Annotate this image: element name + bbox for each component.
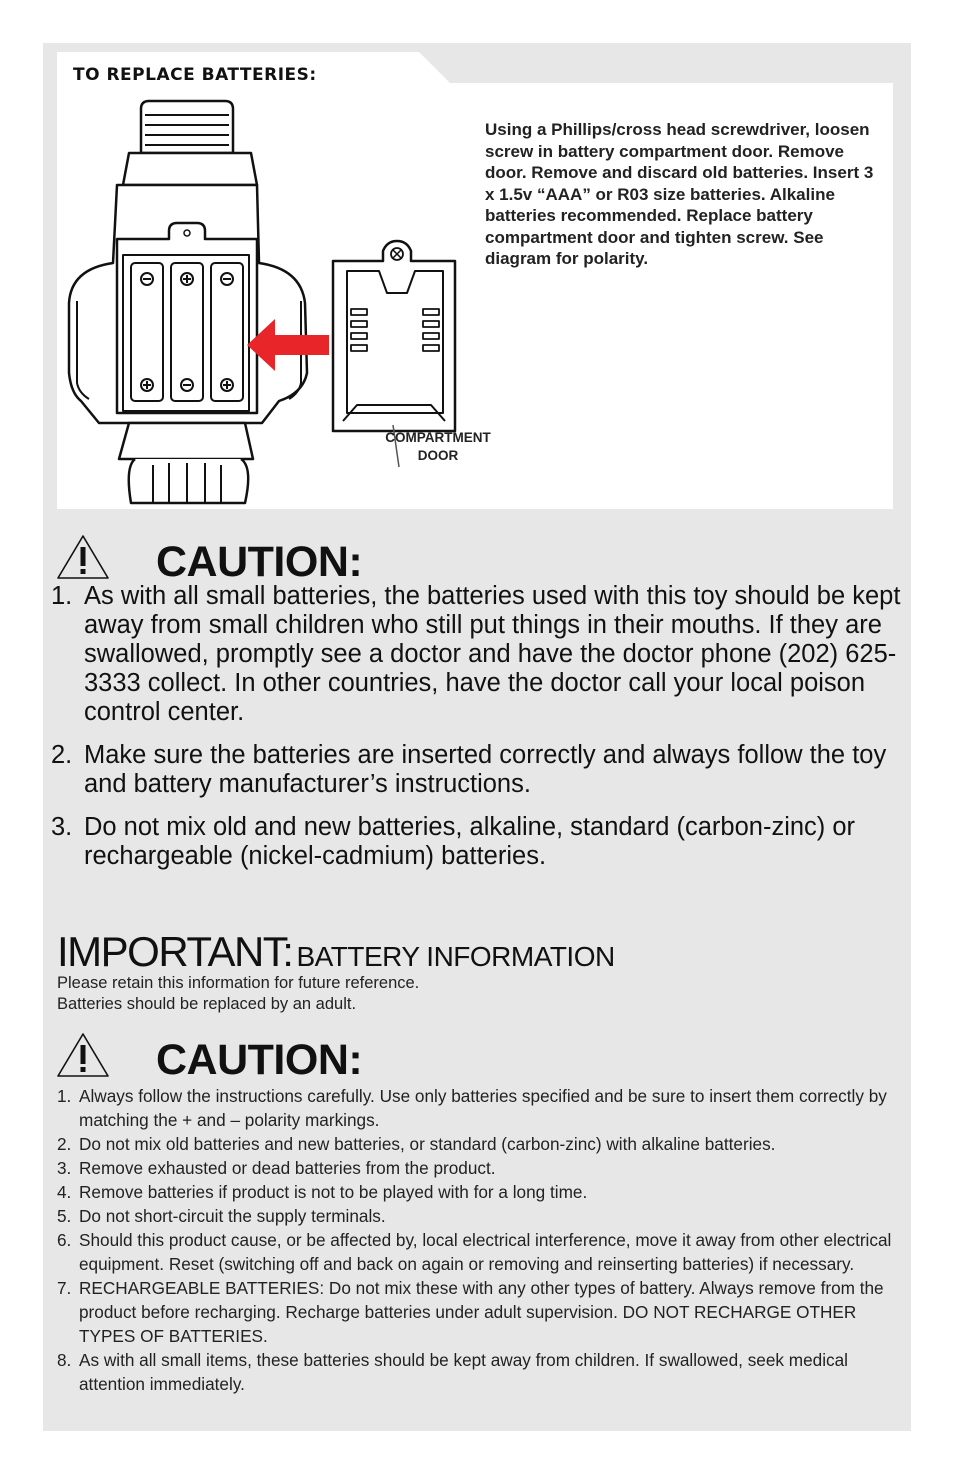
- list-item: 3. Do not mix old and new batteries, alkaline, standard (carbon-zinc) or rechargeable (nickel-cadmium) batteries.: [51, 813, 856, 870]
- caution-title-2: CAUTION:: [156, 1036, 363, 1084]
- battery-right: [211, 263, 243, 401]
- list-item: 4. Remove batteries if product is not to be played with for a long time.: [57, 1182, 588, 1202]
- list-item: 1. As with all small batteries, the batteries used with this toy should be kept away from small children who still put things in their mouths. If they are swallowed, promptly see a doctor and have the doctor phone (202) 625-3333 collect. In other countries, have the doctor call your local poison control center.: [51, 582, 901, 726]
- compartment-door: [333, 241, 455, 431]
- door-label-line2: DOOR: [417, 448, 459, 463]
- list-item: 1. Always follow the instructions carefully. Use only batteries specified and be sure to insert them correctly by matching the + and – polarity markings.: [57, 1086, 887, 1130]
- shaft: [119, 423, 253, 459]
- battery-middle: [171, 263, 203, 401]
- warning-triangle-icon: [55, 533, 111, 581]
- caution-list-2: [57, 1084, 907, 1396]
- handle-grip: [123, 101, 257, 185]
- list-item: 8. As with all small items, these batteries should be kept away from children. If swallowed, seek medical attention immediately.: [57, 1350, 848, 1394]
- instruction-sheet: [43, 43, 911, 1431]
- caution-list-1: [51, 582, 901, 885]
- important-subtitle: BATTERY INFORMATION: [296, 941, 615, 972]
- battery-instructions: Using a Phillips/cross head screwdriver, loosen screw in battery compartment door. Remove door. Remove and discard old batteries. Insert 3 x 1.5v “AAA” or R03 size batteries. Alkaline batteries recommended. Replace battery compartment door and tighten screw. See diagram for polarity.: [485, 120, 874, 268]
- list-item: 2. Do not mix old batteries and new batteries, or standard (carbon-zinc) with alkaline batteries.: [57, 1134, 776, 1154]
- list-item: 7. RECHARGEABLE BATTERIES: Do not mix these with any other types of battery. Always remove from the product before recharging. Recharge batteries under adult supervision. DO NOT RECHARGE OTHER TYPES OF BATTERIES.: [57, 1278, 884, 1346]
- adult-note: Batteries should be replaced by an adult.: [57, 995, 357, 1013]
- list-item: 3. Remove exhausted or dead batteries from the product.: [57, 1158, 496, 1178]
- list-item: 2. Make sure the batteries are inserted correctly and always follow the toy and battery manufacturer’s instructions.: [51, 741, 887, 798]
- warning-triangle-icon: [55, 1031, 111, 1079]
- important-title: IMPORTANT:: [57, 928, 293, 975]
- door-label-line1: COMPARTMENT: [385, 430, 491, 445]
- retain-note: Please retain this information for future reference.: [57, 974, 420, 992]
- caution-title-1: CAUTION:: [156, 538, 363, 586]
- panel-title: TO REPLACE BATTERIES:: [73, 65, 317, 85]
- important-notes: [57, 973, 419, 1015]
- battery-left: [131, 263, 163, 401]
- list-item: 6. Should this product cause, or be affected by, local electrical interference, move it away from other electrical equipment. Reset (switching off and back on again or removing and reinserting batteries) if necessary.: [57, 1230, 892, 1274]
- compartment-door-label: [373, 429, 503, 465]
- important-heading: [57, 928, 615, 976]
- list-item: 5. Do not short-circuit the supply terminals.: [57, 1206, 386, 1226]
